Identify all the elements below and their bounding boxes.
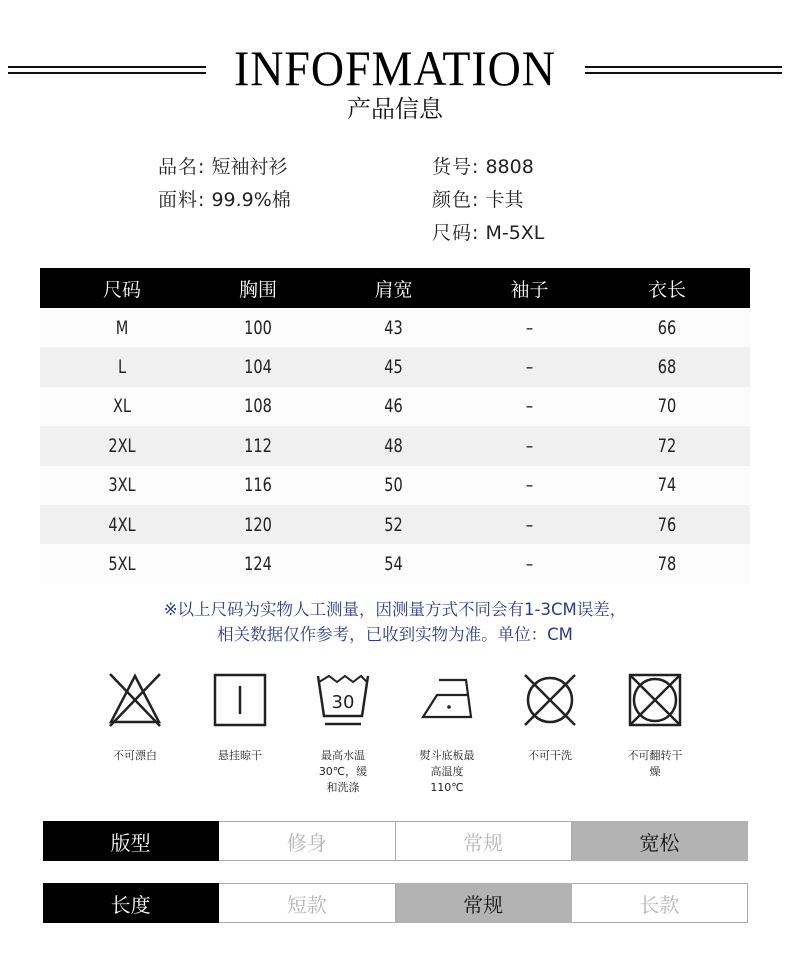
cell-chest: 116 <box>244 474 272 497</box>
cell-length: 78 <box>657 553 677 576</box>
no-tumble-dry-icon <box>627 672 683 728</box>
care-caption: 悬挂晾干 <box>218 749 262 762</box>
length-indicator-bar <box>43 883 748 923</box>
table-row <box>40 347 750 386</box>
cell-size: M <box>115 316 129 339</box>
cell-chest: 120 <box>244 513 272 536</box>
care-caption: 熨斗底板最高温度110℃ <box>419 749 475 794</box>
cell-chest: 124 <box>244 553 272 576</box>
fabric-value: 99.9%棉 <box>211 189 291 211</box>
size-table <box>40 268 750 584</box>
cell-sleeve: – <box>525 553 534 576</box>
iron-low-icon <box>419 672 475 728</box>
title-chinese: 产品信息 <box>347 95 443 123</box>
item-no-value: 8808 <box>485 156 534 178</box>
length-option-regular-selected: 常规 <box>396 883 572 923</box>
product-item-no <box>432 155 534 179</box>
product-fabric <box>158 188 291 212</box>
product-color <box>432 188 523 212</box>
header-length: 衣长 <box>647 278 686 301</box>
title-english: INFOFMATION <box>234 40 556 96</box>
header-sleeve: 袖子 <box>510 278 549 301</box>
product-name-label: 品名: <box>158 156 206 178</box>
table-header-row <box>40 268 750 308</box>
cell-shoulder: 46 <box>384 395 403 418</box>
cell-length: 68 <box>657 356 677 379</box>
color-label: 颜色: <box>432 189 480 211</box>
cell-sleeve: – <box>525 434 534 457</box>
cell-shoulder: 50 <box>384 474 403 497</box>
cell-chest: 112 <box>244 434 272 457</box>
header-shoulder: 肩宽 <box>374 278 413 301</box>
table-row <box>40 387 750 426</box>
fit-option-loose-selected: 宽松 <box>572 821 748 861</box>
wash-30-icon <box>315 672 371 728</box>
cell-chest: 100 <box>244 316 272 339</box>
table-row <box>40 308 750 347</box>
fit-indicator-bar <box>43 821 748 861</box>
cell-sleeve: – <box>525 395 534 418</box>
cell-sleeve: – <box>525 316 534 339</box>
cell-shoulder: 52 <box>384 513 403 536</box>
cell-length: 76 <box>657 513 677 536</box>
measurement-note-line-1: ※以上尺码为实物人工测量，因测量方式不同会有1-3CM误差， <box>163 600 627 619</box>
length-option-long: 长款 <box>572 883 748 923</box>
table-row <box>40 505 750 544</box>
cell-sleeve: – <box>525 513 534 536</box>
care-caption: 不可漂白 <box>113 749 157 762</box>
cell-size: L <box>117 356 127 379</box>
item-no-label: 货号: <box>432 156 480 178</box>
product-name-value: 短袖衬衫 <box>211 156 288 178</box>
cell-size: 5XL <box>108 553 136 576</box>
cell-length: 66 <box>657 316 677 339</box>
cell-sleeve: – <box>525 474 534 497</box>
fit-label: 版型 <box>43 821 219 861</box>
size-range-value: M-5XL <box>485 222 545 244</box>
fabric-label: 面料: <box>158 189 206 211</box>
product-size-range <box>432 221 544 245</box>
table-row <box>40 426 750 465</box>
product-name <box>158 155 287 179</box>
care-iron-low <box>392 672 502 796</box>
size-range-label: 尺码: <box>432 222 480 244</box>
care-caption: 不可翻转干燥 <box>627 749 683 778</box>
cell-length: 74 <box>657 474 677 497</box>
cell-chest: 108 <box>244 395 272 418</box>
fit-option-slim: 修身 <box>219 821 395 861</box>
cell-size: 3XL <box>108 474 136 497</box>
cell-chest: 104 <box>244 356 272 379</box>
header-chest: 胸围 <box>238 278 277 301</box>
color-value: 卡其 <box>485 189 524 211</box>
svg-text:30: 30 <box>331 692 355 713</box>
table-row <box>40 544 750 583</box>
cell-shoulder: 48 <box>384 434 403 457</box>
no-dry-clean-icon <box>522 672 578 728</box>
measurement-note-line-2: 相关数据仅作参考，已收到实物为准。单位：CM <box>217 625 573 644</box>
cell-size: XL <box>112 395 132 418</box>
care-caption: 不可干洗 <box>528 749 572 762</box>
hang-dry-icon <box>212 672 268 728</box>
cell-sleeve: – <box>525 356 534 379</box>
care-hang-dry <box>185 672 295 764</box>
care-wash-30 <box>288 672 398 796</box>
cell-length: 72 <box>657 434 677 457</box>
care-no-tumble-dry <box>600 672 710 780</box>
cell-shoulder: 45 <box>384 356 403 379</box>
cell-length: 70 <box>657 395 677 418</box>
no-bleach-icon <box>107 672 163 728</box>
cell-shoulder: 54 <box>384 553 403 576</box>
header-size: 尺码 <box>102 278 141 301</box>
left-decorative-line <box>8 66 206 74</box>
cell-size: 2XL <box>108 434 136 457</box>
fit-option-regular: 常规 <box>396 821 572 861</box>
care-caption: 最高水温30℃，缓和洗涤 <box>318 749 368 794</box>
length-option-short: 短款 <box>219 883 395 923</box>
table-row <box>40 466 750 505</box>
care-no-bleach <box>80 672 190 764</box>
length-label: 长度 <box>43 883 219 923</box>
care-no-dry-clean <box>495 672 605 764</box>
cell-shoulder: 43 <box>384 316 403 339</box>
cell-size: 4XL <box>108 513 136 536</box>
right-decorative-line <box>585 66 782 74</box>
